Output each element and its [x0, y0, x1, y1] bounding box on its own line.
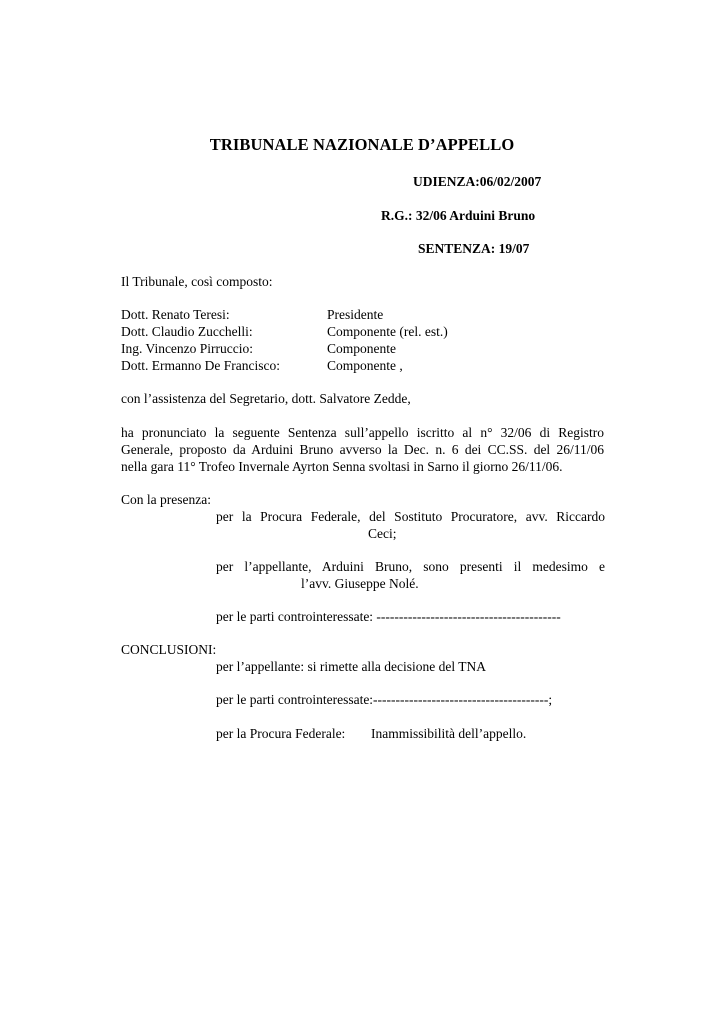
- hearing-date: UDIENZA:06/02/2007: [413, 174, 542, 189]
- sentence-number: SENTENZA: 19/07: [418, 241, 530, 256]
- conclusion-appellante: per l’appellante: si rimette alla decisione del TNA: [216, 659, 487, 674]
- presence-procura-line: per la Procura Federale, del Sostituto Procuratore, avv. Riccardo: [216, 509, 605, 524]
- member-name: Dott. Ermanno De Francisco:: [121, 358, 280, 373]
- member-role: Presidente: [327, 307, 384, 322]
- presence-procura: [216, 508, 605, 542]
- pronouncement-line: ha pronunciato la seguente Sentenza sull’appello iscritto al n° 32/06 di Registro: [121, 425, 604, 440]
- member-row: [121, 357, 541, 374]
- presence-controinteressate: per le parti controinteressate: -----------------------------------------: [216, 609, 561, 624]
- tribunal-members: [121, 306, 541, 374]
- pronouncement-paragraph: [121, 424, 604, 475]
- general-register-number: R.G.: 32/06 Arduini Bruno: [381, 208, 536, 223]
- pronouncement-line: Generale, proposto da Arduini Bruno avverso la Dec. n. 6 dei CC.SS. del 26/11/06: [121, 442, 604, 457]
- document-title: TRIBUNALE NAZIONALE D’APPELLO: [209, 135, 515, 154]
- presence-appellante-line: l’avv. Giuseppe Nolé.: [301, 576, 419, 591]
- conclusion-controinteressate: per le parti controinteressate:---------------------------------------;: [216, 692, 553, 707]
- member-row: [121, 340, 541, 357]
- conclusion-procura-label: per la Procura Federale:: [216, 726, 346, 741]
- member-name: Dott. Claudio Zucchelli:: [121, 324, 253, 339]
- presence-appellante: [216, 558, 605, 592]
- member-role: Componente: [327, 341, 396, 356]
- member-role: Componente (rel. est.): [327, 324, 448, 339]
- composition-intro: Il Tribunale, così composto:: [121, 274, 273, 289]
- pronouncement-line: nella gara 11° Trofeo Invernale Ayrton Senna svoltasi in Sarno il giorno 26/11/06.: [121, 459, 563, 474]
- member-row: [121, 323, 541, 340]
- presence-appellante-line: per l’appellante, Arduini Bruno, sono presenti il medesimo e: [216, 559, 605, 574]
- secretary-line: con l’assistenza del Segretario, dott. Salvatore Zedde,: [121, 391, 411, 406]
- presence-heading: Con la presenza:: [121, 492, 211, 507]
- member-name: Ing. Vincenzo Pirruccio:: [121, 341, 254, 356]
- conclusions-heading: CONCLUSIONI:: [121, 642, 217, 657]
- member-role: Componente ,: [327, 358, 403, 373]
- member-name: Dott. Renato Teresi:: [121, 307, 230, 322]
- presence-procura-line: Ceci;: [368, 526, 397, 541]
- conclusion-procura-value: Inammissibilità dell’appello.: [371, 726, 527, 741]
- member-row: [121, 306, 541, 323]
